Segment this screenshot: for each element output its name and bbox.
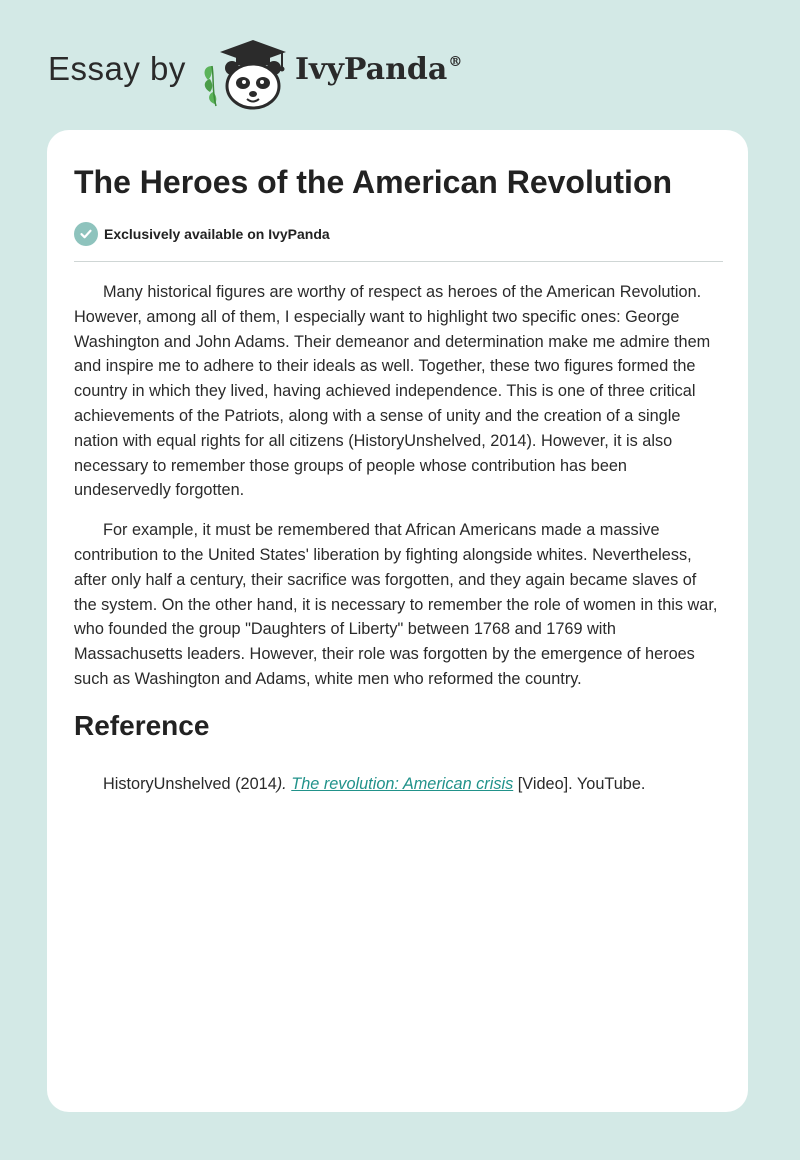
reference-author-year: HistoryUnshelved (2014 — [103, 775, 277, 793]
reference-heading: Reference — [74, 710, 210, 741]
exclusive-badge — [74, 222, 330, 246]
essay-body — [74, 280, 721, 707]
paragraph-2: For example, it must be remembered that African Americans made a massive contribution to the United States' liberation by fighting alongside whites. Nevertheless, after only half a century, their sacrifice was forgotten, and they again became slaves of the system. On the other hand, it is necessary to remember the role of women in this war, who founded the group "Daughters of Liberty" between 1768 and 1769 with Massachusetts leaders. However, their role was forgotten by the emergence of heroes such as Washington and Adams, white men who reformed the country. — [74, 521, 718, 688]
paragraph-1: Many historical figures are worthy of respect as heroes of the American Revolution. However, among all of them, I especially want to highlight two specific ones: George Washington and John Adams. Their demeanor and determination make me admire them and inspire me to adhere to their ideals as well. Together, these two figures formed the country in which they lived, having achieved independence. This is one of three critical achievements of the Patriots, along with a sense of unity and the creation of a single nation with equal rights for all citizens (HistoryUnshelved, 2014). However, it is also necessary to remember those groups of people whose contribution has been undeservedly forgotten. — [74, 283, 711, 500]
page-title: The Heroes of the American Revolution — [74, 164, 673, 200]
reference-link[interactable]: The revolution: American crisis — [291, 775, 514, 793]
essay-card — [47, 130, 748, 1112]
reference-entry — [103, 772, 645, 796]
reference-tail: [Video]. YouTube. — [517, 775, 646, 793]
panda-logo-icon[interactable] — [198, 38, 292, 110]
divider — [74, 261, 723, 262]
brand-name[interactable] — [295, 52, 462, 87]
exclusive-badge-label: Exclusively available on IvyPanda — [104, 226, 330, 242]
check-circle-icon — [74, 222, 98, 246]
registered-mark: ® — [448, 54, 463, 70]
essay-by-label: Essay by — [48, 50, 186, 87]
brand-name-text[interactable]: IvyPanda — [295, 52, 448, 87]
reference-close: ). — [276, 775, 287, 793]
site-header — [0, 0, 800, 130]
